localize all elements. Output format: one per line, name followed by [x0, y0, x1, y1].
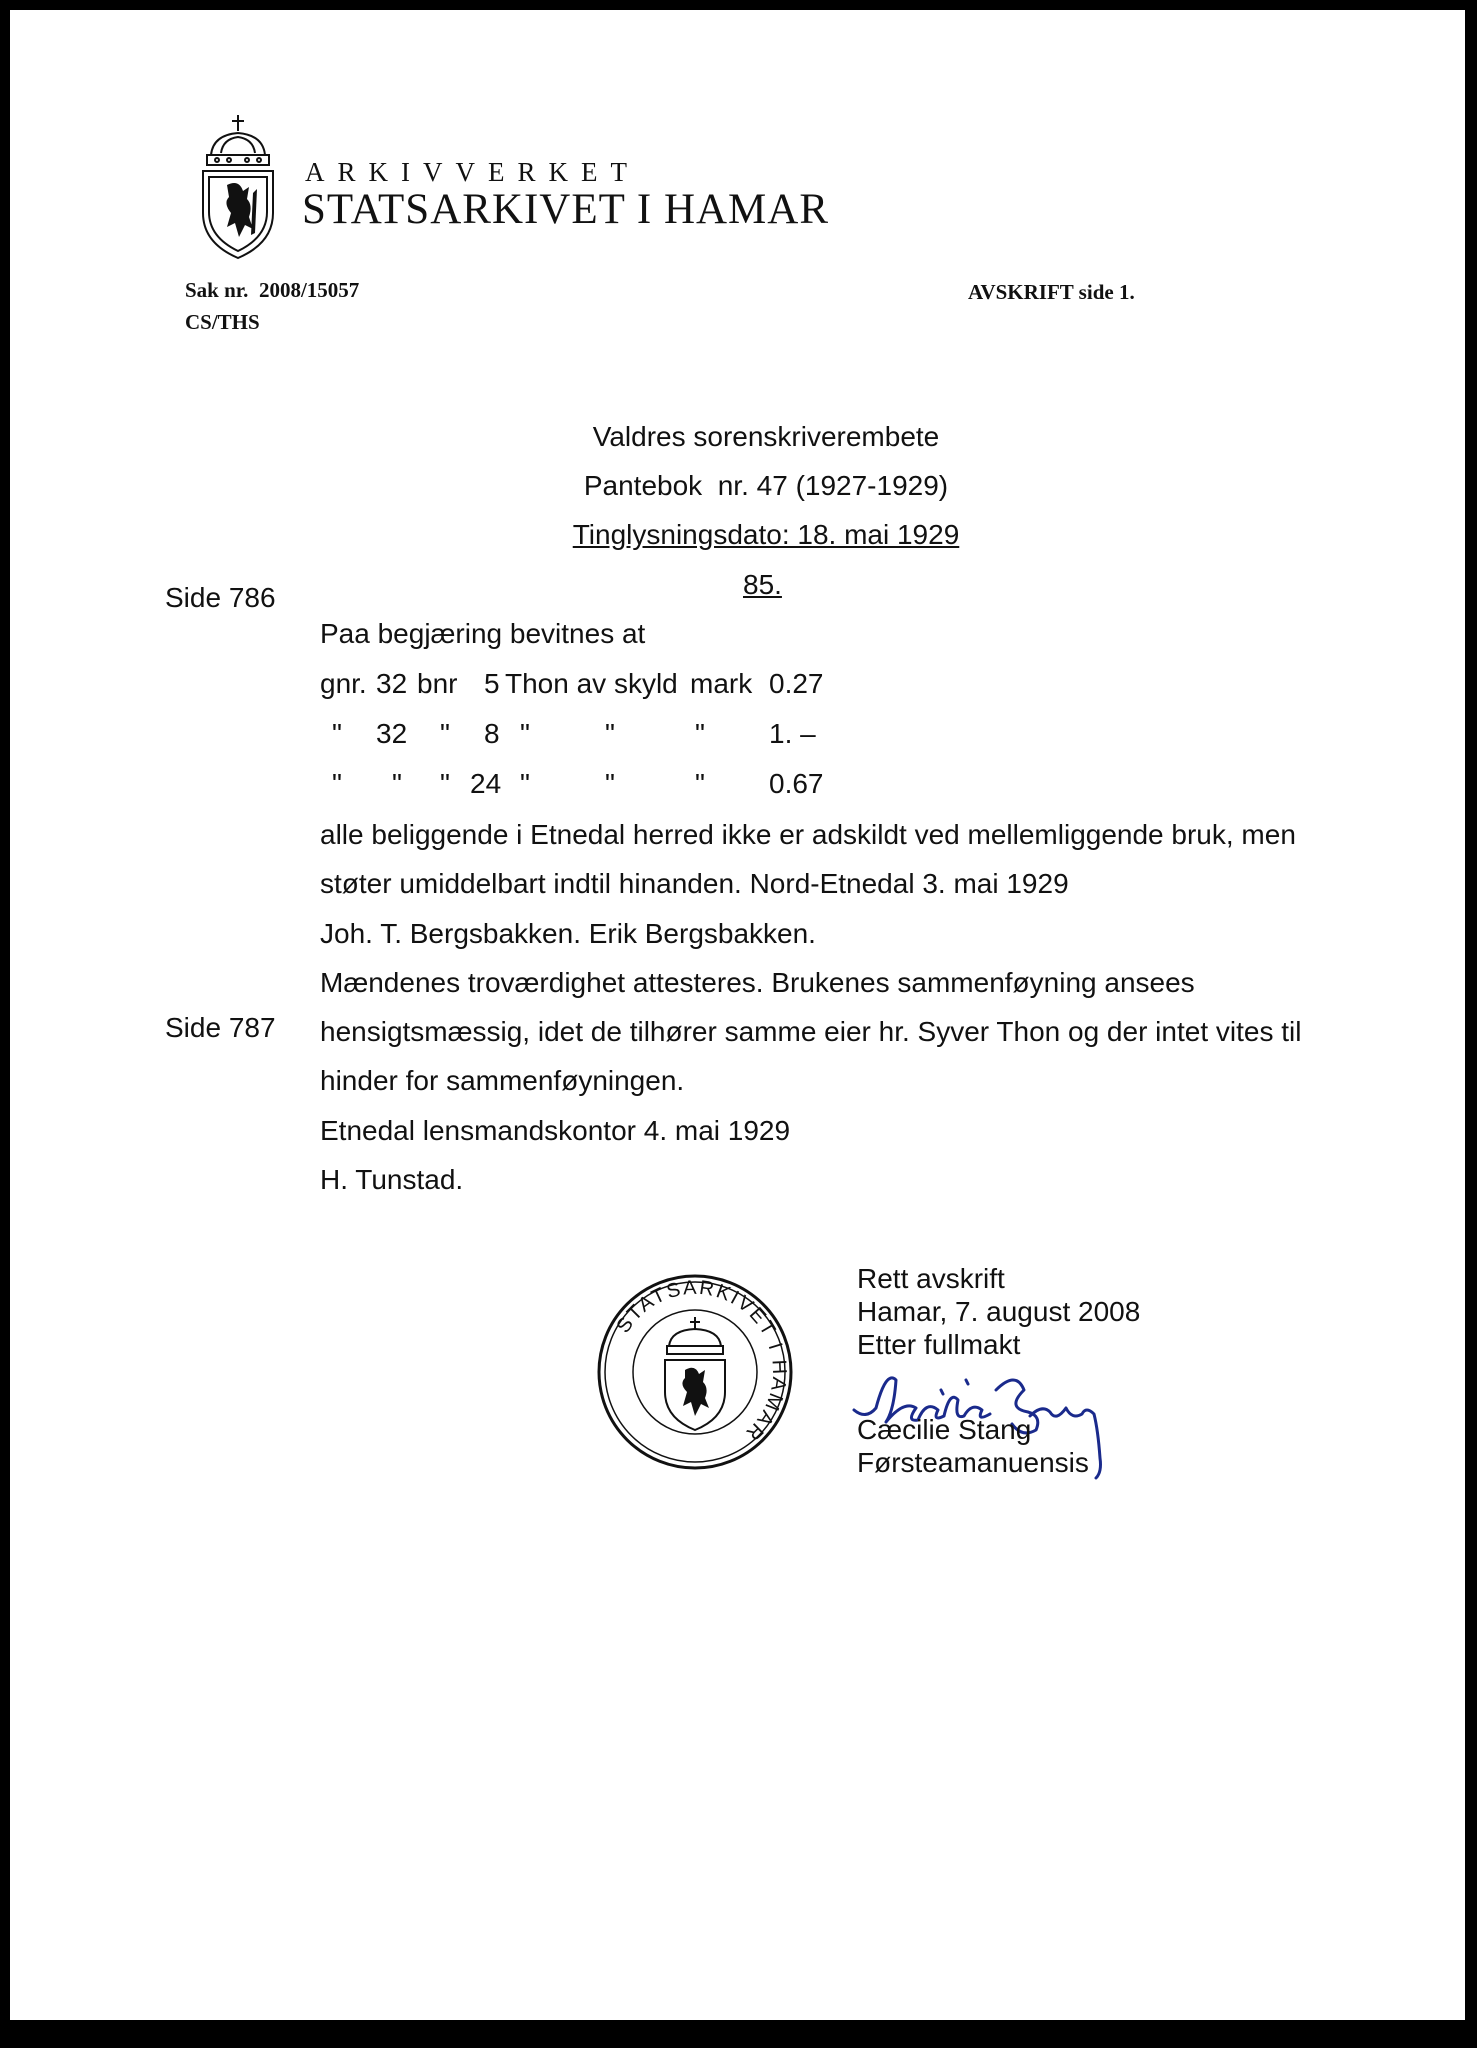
certification-authority: Etter fullmakt: [857, 1329, 1021, 1360]
body-line: hensigtsmæssig, idet de tilhører samme eier hr. Syver Thon og der intet vites til: [320, 1016, 1302, 1047]
body-line: alle beliggende i Etnedal herred ikke er adskildt ved mellemliggende bruk, men: [320, 819, 1296, 850]
coat-of-arms-icon: [193, 113, 283, 261]
property-row: gnr. 32 bnr 5 Thon av skyld mark 0.27: [320, 668, 824, 699]
certification-line: Rett avskrift: [857, 1263, 1005, 1294]
office-name: STATSARKIVET I HAMAR: [302, 186, 830, 233]
document-page: [10, 10, 1465, 2020]
body-line: Mændenes troværdighet attesteres. Brukenes sammenføyning ansees: [320, 967, 1195, 998]
body-line: hinder for sammenføyningen.: [320, 1065, 685, 1096]
body-line: støter umiddelbart indtil hinanden. Nord-Etnedal 3. mai 1929: [320, 868, 1069, 899]
book-reference: Pantebok nr. 47 (1927-1929): [583, 470, 949, 501]
body-line: Joh. T. Bergsbakken. Erik Bergsbakken.: [320, 918, 816, 949]
margin-note-side-787: Side 787: [165, 1012, 276, 1043]
avskrift-label: AVSKRIFT side 1.: [968, 280, 1135, 304]
margin-note-side-786: Side 786: [165, 582, 276, 613]
court-name: Valdres sorenskriverembete: [592, 421, 940, 452]
body-line: H. Tunstad.: [320, 1164, 464, 1195]
entry-number: 85.: [743, 569, 782, 600]
signatory-name: Cæcilie Stang: [857, 1414, 1032, 1445]
case-number-line: Sak nr. 2008/15057: [185, 278, 360, 302]
org-name: ARKIVVERKET: [305, 157, 640, 187]
intro-line: Paa begjæring bevitnes at: [320, 618, 646, 649]
seal-stamp: [595, 1272, 795, 1472]
property-row: " " " 24 " " " 0.67: [332, 768, 824, 799]
initials: CS/THS: [185, 310, 260, 334]
registration-date: Tinglysningsdato: 18. mai 1929: [572, 519, 960, 550]
property-row: " 32 " 8 " " " 1. –: [332, 718, 816, 749]
signatory-title: Førsteamanuensis: [857, 1447, 1089, 1478]
svg-text:STATSARKIVET I HAMAR: STATSARKIVET I HAMAR: [612, 1276, 791, 1446]
certification-place-date: Hamar, 7. august 2008: [857, 1296, 1141, 1327]
body-line: Etnedal lensmandskontor 4. mai 1929: [320, 1115, 791, 1146]
